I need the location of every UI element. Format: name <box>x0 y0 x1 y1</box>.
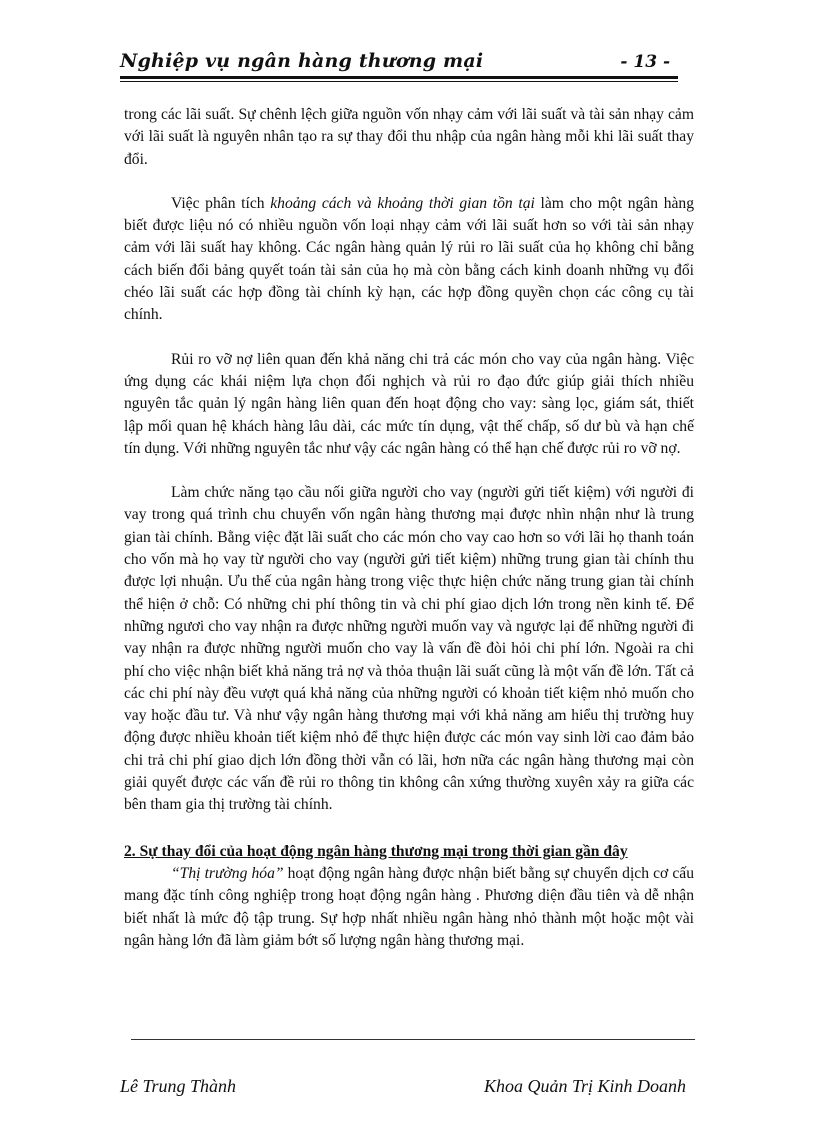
page-body <box>124 104 694 952</box>
header-title: Nghiệp vụ ngân hàng thương mại <box>120 50 484 72</box>
paragraph-5-emphasis: “Thị trường hóa” <box>171 864 284 882</box>
paragraph-1: trong các lãi suất. Sự chênh lệch giữa nguồn vốn nhạy cảm với lãi suất và tài sản nhạy cảm với lãi suất là nguyên nhân tạo ra sự thay đổi thu nhập của ngân hàng mỗi khi lãi suất thay đổi. <box>124 106 694 168</box>
header-rule-thin <box>120 81 678 82</box>
paragraph-3: Rủi ro vỡ nợ liên quan đến khả năng chi trả các món cho vay của ngân hàng. Việc ứng dụng các khái niệm lựa chọn đối nghịch và rủi ro đạo đức giúp giải thích nhiều nguyên tắc quản lý ngân hàng liên quan đến hoạt động cho vay: sàng lọc, giám sát, thiết lập mối quan hệ khách hàng lâu dài, các mức tín dụng, vật thế chấp, số dư bù và hạn chế tín dụng. Với những nguyên tắc như vậy các ngân hàng có thể hạn chế được rủi ro vỡ nợ. <box>124 350 694 457</box>
paragraph-2 <box>124 193 694 327</box>
paragraph-2-emphasis: khoảng cách và khoảng thời gian tồn tại <box>270 194 535 212</box>
page-number: - 13 - <box>620 52 670 72</box>
paragraph-2-start: Việc phân tích <box>171 194 271 212</box>
page-header <box>120 50 678 76</box>
section-heading: 2. Sự thay đổi của hoạt động ngân hàng thương mại trong thời gian gần đây <box>124 842 628 860</box>
footer-author: Lê Trung Thành <box>120 1076 237 1096</box>
paragraph-5-rest: hoạt động ngân hàng được nhận biết bằng sự chuyển dịch cơ cấu mang đặc tính công nghiệp trong hoạt động ngân hàng . Phương diện đầu tiên và dễ nhận biết nhất là mức độ tập trung. Sự hợp nhất nhiều ngân hàng nhỏ thành một hoặc một vài ngân hàng lớn đã làm giảm bớt số lượng ngân hàng thương mại. <box>124 864 695 949</box>
paragraph-4: Làm chức năng tạo cầu nối giữa người cho vay (người gửi tiết kiệm) với người đi vay trong quá trình chu chuyển vốn ngân hàng thương mại được nhìn nhận như là trung gian tài chính. Bằng việc đặt lãi suất cho các món cho vay cao hơn so với lãi họ thanh toán cho vốn mà họ vay từ người cho vay (người gửi tiết kiệm) những trung gian tài chính thu được lợi nhuận. Ưu thế của ngân hàng trong việc thực hiện chức năng trung gian tài chính thể hiện ở chỗ: Có những chi phí thông tin và chi phí giao dịch lớn trong nền kinh tế. Để những ngươi cho vay nhận ra được những người muốn vay và ngược lại để những người đi vay nhận ra được những người muốn cho vay là vấn đề đòi hỏi chi phí lớn. Ngoài ra chi phí cho việc nhận biết khả năng trả nợ và thỏa thuận lãi suất cũng là một vấn đề lớn. Tất cả các chi phí này đều vượt quá khả năng của những người có khoản tiết kiệm nhỏ muốn cho vay hoặc đầu tư. Và như vậy ngân hàng thương mại với khả năng am hiểu thị trường huy động được nhiều khoản tiết kiệm nhỏ để thực hiện được các món vay sinh lời cao đảm bảo chi trả chi phí giao dịch lớn đồng thời vẫn có lãi, hơn nữa các ngân hàng thương mại còn giải quyết được các vấn đề rủi ro thông tin không cân xứng thường xuyên xảy ra giữa các bên tham gia thị trường tài chính. <box>124 484 694 814</box>
header-rule <box>120 76 678 79</box>
paragraph-2-rest: làm cho một ngân hàng biết được liệu nó có nhiều nguồn vốn loại nhạy cảm với lãi suất hơn so với tài sản nhạy cảm với lãi suất hay không. Các ngân hàng quản lý rủi ro lãi suất của họ không chỉ bằng cách biến đổi bảng quyết toán tài sản của họ mà còn bằng cách kinh doanh những vụ đổi chéo lãi suất các hợp đồng tài chính kỳ hạn, các hợp đồng quyền chọn các công cụ tài chính. <box>124 194 695 324</box>
paragraph-5 <box>124 863 694 952</box>
footer-rule <box>131 1039 695 1040</box>
footer-department: Khoa Quản Trị Kinh Doanh <box>483 1076 686 1096</box>
